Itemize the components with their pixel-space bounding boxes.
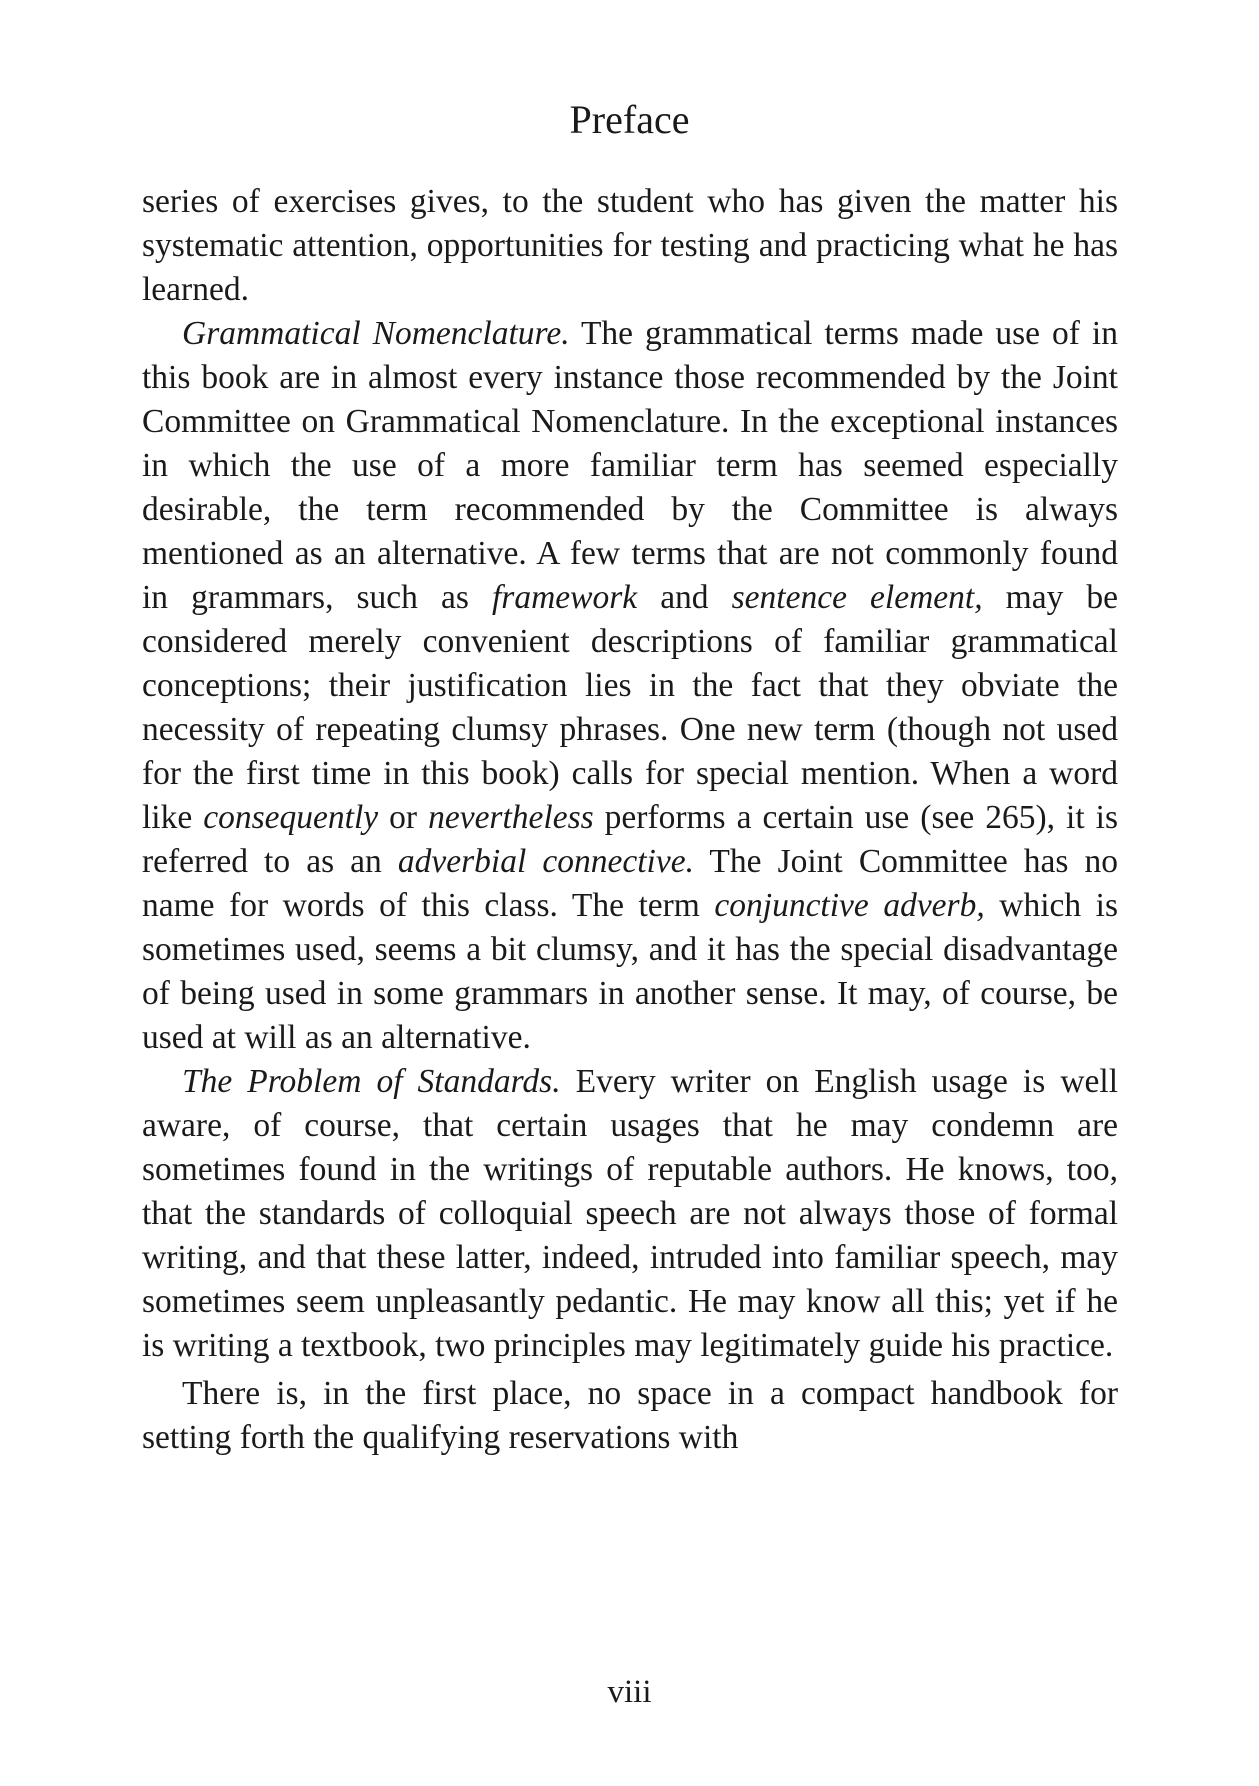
section-heading: The Problem of Standards. <box>182 1063 561 1100</box>
paragraph-text: performs a certain use (see 265), it is referred to as an <box>142 799 1118 880</box>
paragraph-text: The Joint Committee has no name for words of this class. The term <box>142 843 1119 924</box>
paragraph-text: may be considered merely convenient descriptions of familiar grammatical conceptions; their justification lies in the fact that they obviate the necessity of repeating clumsy phrases. One new term (though not used for the first time in this book) calls for special mention. When a word like <box>142 579 1119 836</box>
italic-term: framework <box>491 579 638 616</box>
paragraph-continued <box>142 180 1118 312</box>
paragraph-text: which is sometimes used, seems a bit clumsy, and it has the special disadvantage of being used in some grammars in another sense. It may, of course, be used at will as an alternative. <box>142 887 1118 1056</box>
italic-term: nevertheless <box>428 799 594 836</box>
paragraph-problem-of-standards <box>142 1060 1118 1368</box>
paragraph-text: and <box>637 579 732 616</box>
section-heading: Grammatical Nomenclature. <box>182 315 570 352</box>
paragraph-text: or <box>378 799 429 836</box>
body-text <box>142 180 1118 1460</box>
paragraph-text: There is, in the first place, no space in a compact handbook for setting forth the qualifying reservations with <box>142 1375 1118 1456</box>
paragraph-text: Every writer on English usage is well aware, of course, that certain usages that he may condemn are sometimes found in the writings of reputable authors. He knows, too, that the standards of colloquial speech are not always those of formal writing, and that these latter, indeed, intruded into familiar speech, may sometimes seem unpleasantly pedantic. He may know all this; yet if he is writing a textbook, two principles may legitimately guide his practice. <box>142 1063 1118 1364</box>
italic-term: consequently <box>203 799 379 836</box>
italic-term: adverbial connective. <box>397 843 694 880</box>
paragraph-grammatical-nomenclature <box>142 312 1118 1060</box>
paragraph-text: series of exercises gives, to the student who has given the matter his systematic attention, opportunities for testing and practicing what he has learned. <box>142 183 1118 308</box>
italic-term: conjunctive adverb, <box>714 887 985 924</box>
italic-term: sentence element, <box>731 579 983 616</box>
page-number: viii <box>607 1674 652 1710</box>
running-head: Preface <box>569 97 690 142</box>
paragraph-first-place <box>142 1372 1118 1460</box>
paragraph-text: The grammatical terms made use of in this book are in almost every instance those recommended by the Joint Committee on Grammatical Nomenclature. In the exceptional instances in which the use of a more familiar term has seemed especially desirable, the term recommended by the Committee is always mentioned as an alternative. A few terms that are not commonly found in grammars, such as <box>142 315 1118 616</box>
